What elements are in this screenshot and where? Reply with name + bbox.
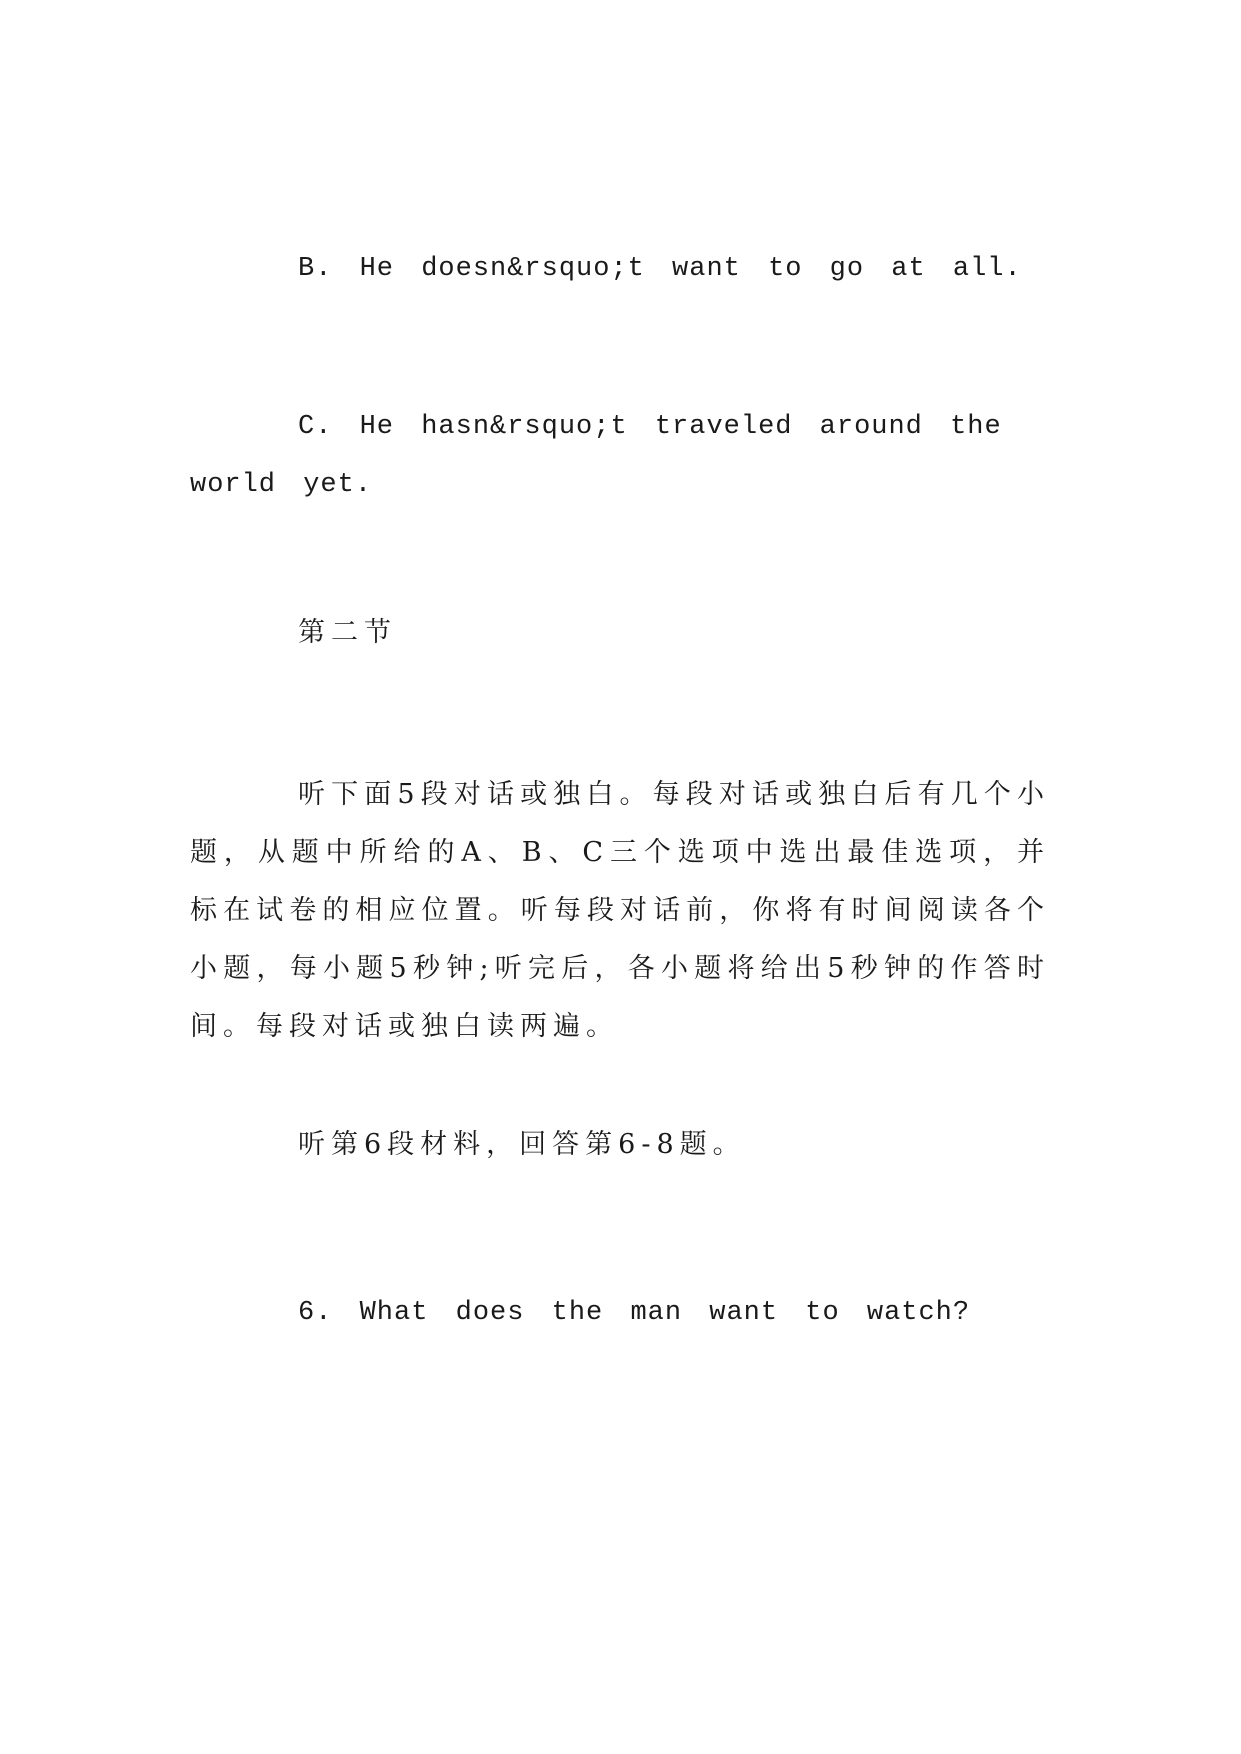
answer-option-c: C. He hasn&rsquo;t traveled around the world yet. [190, 412, 1002, 500]
answer-option-b: B. He doesn&rsquo;t want to go at all. [298, 254, 1022, 284]
listening-instructions: 听下面5段对话或独白。每段对话或独白后有几个小题，从题中所给的A、B、C三个选项中选出最佳选项，并标在试卷的相应位置。听每段对话前，你将有时间阅读各个小题，每小题5秒钟;听完后，各小题将给出5秒钟的作答时间。每段对话或独白读两遍。 [190, 779, 1050, 1042]
question-6: 6. What does the man want to watch? [298, 1298, 971, 1328]
section-heading: 第二节 [298, 617, 397, 648]
material-6-prompt: 听第6段材料，回答第6-8题。 [298, 1129, 746, 1160]
